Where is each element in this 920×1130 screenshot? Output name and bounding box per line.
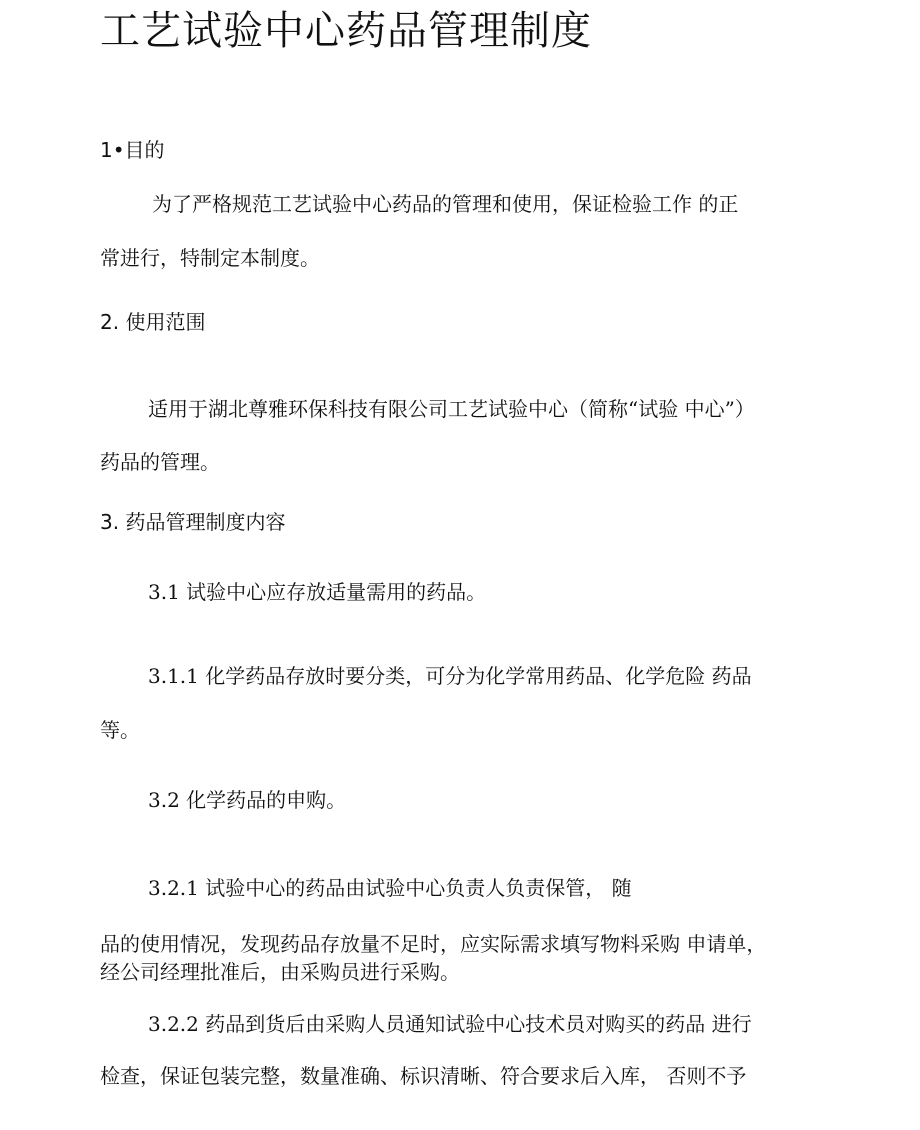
- section-2-paragraph-line-1: 适用于湖北尊雅环保科技有限公司工艺试验中心（简称“试验 中心”）: [148, 397, 755, 421]
- section-3-2: 3.2 化学药品的申购。: [148, 788, 347, 812]
- section-1-paragraph-line-2: 常进行，特制定本制度。: [100, 246, 320, 270]
- section-3-2-2-line-1: 3.2.2 药品到货后由采购人员通知试验中心技术员对购买的药品 进行: [148, 1012, 752, 1036]
- section-3-2-2-line-2: 检查，保证包装完整，数量准确、标识清晰、符合要求后入库， 否则不予: [100, 1064, 747, 1088]
- section-3-2-1-line-3: 经公司经理批准后，由采购员进行采购。: [100, 960, 460, 984]
- section-1-heading: 1•目的: [100, 138, 165, 162]
- document-title: 工艺试验中心药品管理制度: [100, 8, 592, 54]
- section-3-1: 3.1 试验中心应存放适量需用的药品。: [148, 580, 487, 604]
- section-2-paragraph-line-2: 药品的管理。: [100, 450, 220, 474]
- section-3-heading: 3. 药品管理制度内容: [100, 510, 286, 534]
- section-3-1-1-line-1: 3.1.1 化学药品存放时要分类，可分为化学常用药品、化学危险 药品: [148, 664, 752, 688]
- section-3-1-1-line-2: 等。: [100, 718, 140, 742]
- section-3-2-1-line-1: 3.2.1 试验中心的药品由试验中心负责人负责保管， 随: [148, 876, 632, 900]
- section-3-2-1-line-2: 品的使用情况，发现药品存放量不足时，应实际需求填写物料采购 申请单，: [100, 932, 767, 956]
- section-1-paragraph-line-1: 为了严格规范工艺试验中心药品的管理和使用，保证检验工作 的正: [152, 192, 739, 216]
- section-2-heading: 2. 使用范围: [100, 310, 206, 334]
